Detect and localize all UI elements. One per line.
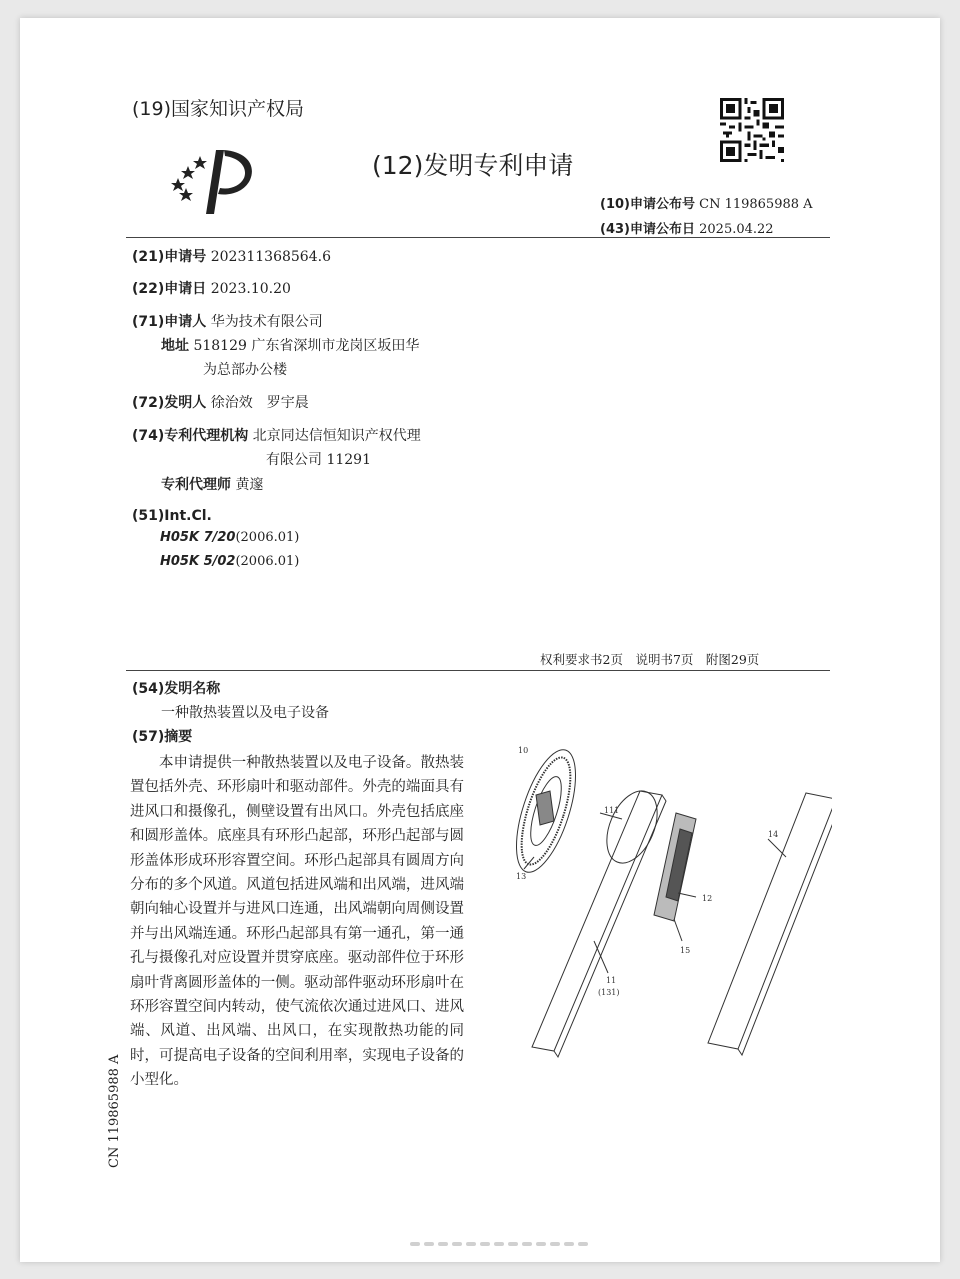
application-date-label: (22)申请日 [132,281,207,297]
patent-agency-label: (74)专利代理机构 [132,428,249,444]
applicant [132,311,323,331]
abstract-text: 本申请提供一种散热装置以及电子设备。散热装置包括外壳、环形扇叶和驱动部件。外壳的端面具有进风口和摄像孔，侧壁设置有出风口。外壳包括底座和圆形盖体。底座具有环形凸起部，环形凸起部与圆形盖体形成环形容置空间。环形凸起部具有圆周方向分布的多个风道。风道包括进风端和出风端，进风端朝向轴心设置并与进风口连通，出风端朝向周侧设置并与出风端连通。环形凸起部具有第一通孔，第一通孔与摄像孔对应设置并贯穿底座。驱动部件位于环形扇叶背离圆形盖体的一侧。驱动部件驱动环形扇叶在环形容置空间内转动，使气流依次通过进风口、进风端、风道、出风端、出风口，在实现散热功能的同时，可提高电子设备的空间利用率，实现电子设备的小型化。 [130,755,464,1089]
page-indicator [410,1240,600,1248]
abstract-label [132,726,192,746]
publication-date [600,218,774,237]
drawing-label-12: 12 [702,894,713,903]
invention-title: 一种散热装置以及电子设备 [161,705,329,721]
drawing-label-131: (131) [598,988,620,997]
application-number [132,246,331,266]
publication-number-value: CN 119865988 A [699,197,813,212]
drawing-label-11: 11 [606,976,617,985]
publication-number [600,193,813,212]
patent-agent [161,474,263,494]
inventors [132,392,309,412]
drawing-label-15: 15 [680,946,691,955]
application-number-value: 202311368564.6 [210,249,331,265]
qr-code-icon [720,98,784,162]
address [161,335,419,355]
patent-agency-line-1: 北京同达信恒知识产权代理 [252,428,421,444]
drawing-label-13: 13 [516,872,527,881]
inventors-label: (72)发明人 [132,395,207,411]
document-type: (12)发明专利申请 [372,151,574,180]
ipc-label-text: (51)Int.Cl. [132,508,212,524]
page-counts: 权利要求书2页 说明书7页 附图29页 [540,652,760,667]
applicant-label: (71)申请人 [132,314,207,330]
abstract-label-text: (57)摘要 [132,729,193,745]
address-label: 地址 [161,338,189,354]
application-date-value: 2023.10.20 [210,281,291,297]
drawing-label-14: 14 [768,830,779,839]
application-number-label: (21)申请号 [132,249,207,265]
patent-page [20,18,940,1262]
drawing-label-10: 10 [518,746,529,755]
address-line-2: 为总部办公楼 [203,362,287,378]
patent-agency-line-2: 有限公司 11291 [266,452,371,468]
cnipa-logo-icon [168,142,260,218]
ipc-version: (2006.01) [235,530,300,545]
body-divider [126,670,830,671]
publication-date-value: 2025.04.22 [699,222,774,237]
applicant-value: 华为技术有限公司 [210,314,323,330]
publication-number-label: (10)申请公布号 [600,197,695,212]
patent-agency [132,425,421,445]
drive-module-drawing [654,813,696,921]
patent-agent-value: 黄邃 [235,477,264,493]
patent-agent-label: 专利代理师 [161,477,231,493]
side-publication-code: CN 119865988 A [107,1054,122,1168]
invention-title-label [132,678,220,698]
ipc-entry [160,530,299,545]
office-name: (19)国家知识产权局 [132,98,305,120]
fan-ring-drawing [504,743,587,879]
ipc-code: H05K 5/02 [160,554,236,569]
patent-drawing [482,733,832,1133]
application-date [132,278,291,298]
header-divider [126,237,830,238]
ipc-label [132,508,212,524]
ipc-version: (2006.01) [235,554,300,569]
ipc-code: H05K 7/20 [160,530,236,545]
inventors-value: 徐治效 罗宇晨 [210,395,309,411]
publication-date-label: (43)申请公布日 [600,222,695,237]
address-line-1: 518129 广东省深圳市龙岗区坂田华 [193,338,420,354]
drawing-label-111: 111 [604,806,620,815]
ipc-entry [160,554,299,569]
invention-title-label-text: (54)发明名称 [132,681,221,697]
